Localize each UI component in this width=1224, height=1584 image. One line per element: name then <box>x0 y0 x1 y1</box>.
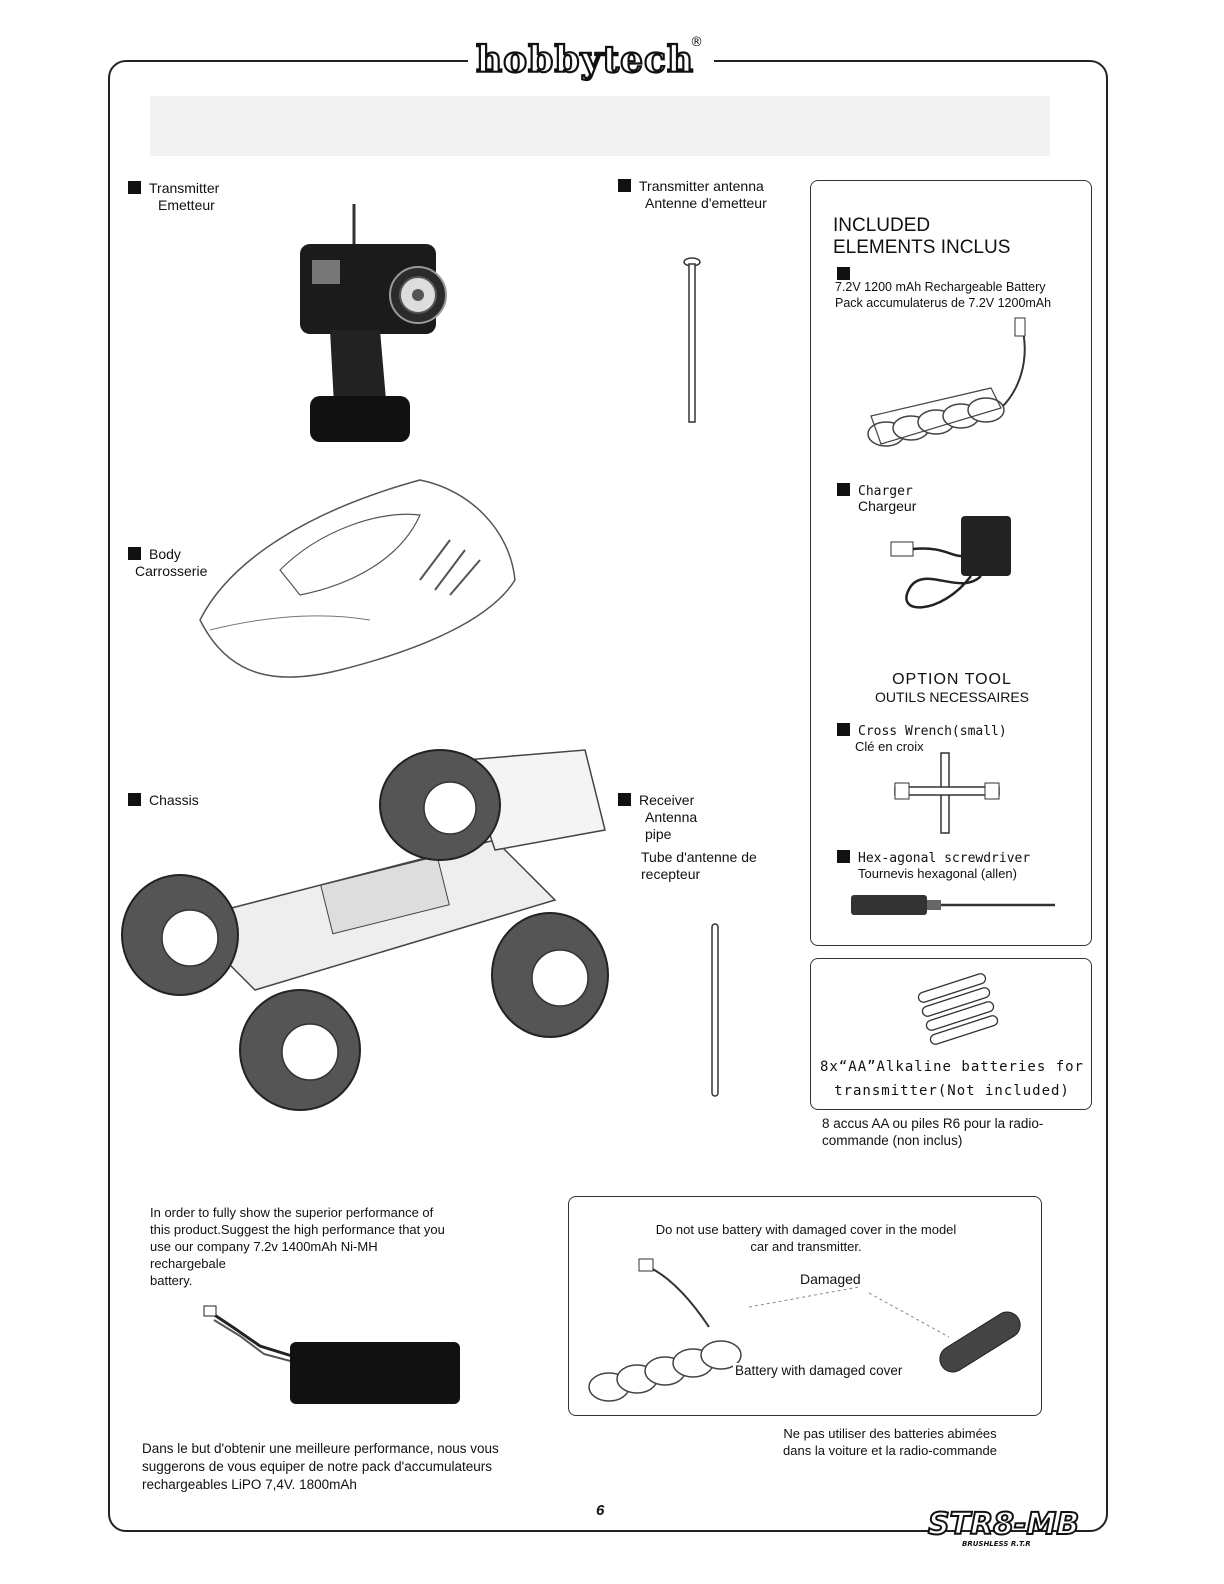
svg-text:BRUSHLESS R.T.R: BRUSHLESS R.T.R <box>962 1540 1031 1548</box>
recommend-en1: In order to fully show the superior performance of <box>150 1205 434 1220</box>
damaged-label: Damaged <box>800 1271 861 1287</box>
recommend-fr2: suggerons de vous equiper de notre pack d'accumulateurs <box>142 1459 493 1474</box>
lipo-battery-illustration <box>200 1306 470 1410</box>
aa-batteries-fr <box>822 1115 1043 1149</box>
option-tool-title <box>811 671 1093 705</box>
receiver-antenna-label <box>618 792 757 883</box>
aa-batteries-illustration <box>907 975 1003 1039</box>
aa-batteries-box <box>810 958 1092 1110</box>
aa-line2: transmitter(Not included) <box>834 1083 1070 1099</box>
recommend-en4: rechargebale <box>150 1256 226 1271</box>
recommend-en2: this product.Suggest the high performance that you <box>150 1222 445 1237</box>
chassis-illustration <box>115 720 615 1120</box>
option-title: OPTION TOOL <box>892 671 1012 688</box>
damaged-battery-illustration <box>569 1197 1043 1417</box>
warning-line2: car and transmitter. <box>750 1239 862 1254</box>
chassis-en: Chassis <box>149 792 199 808</box>
included-title <box>833 215 1010 259</box>
transmitter-antenna-en: Transmitter antenna <box>639 178 764 194</box>
included-title-en: INCLUDED <box>833 215 931 236</box>
battery-pack-illustration <box>851 316 1051 456</box>
car-body-illustration <box>190 470 520 700</box>
bullet-square-icon <box>837 483 850 496</box>
bullet-square-icon <box>128 547 141 560</box>
transmitter-antenna-label <box>618 178 767 212</box>
str8-mb-logo <box>928 1504 1118 1548</box>
battery-text <box>835 279 1051 311</box>
battery-en: 7.2V 1200 mAh Rechargeable Battery <box>835 280 1046 294</box>
cross-wrench-icon <box>895 753 999 837</box>
body-en: Body <box>149 546 181 562</box>
screwdriver-text <box>837 850 1030 881</box>
warning-fr2: dans la voiture et la radio-commande <box>783 1443 997 1458</box>
hex-screwdriver-icon <box>851 893 1061 917</box>
charger-en: Charger <box>858 484 913 499</box>
recommend-en3: use our company 7.2v 1400mAh Ni-MH <box>150 1239 378 1254</box>
page-number: 6 <box>596 1502 605 1519</box>
bullet-square-icon <box>837 850 850 863</box>
bullet-square-icon <box>128 181 141 194</box>
transmitter-fr: Emetteur <box>158 197 215 213</box>
svg-text:STR8-MB: STR8-MB <box>928 1507 1080 1542</box>
wrench-text <box>837 723 1007 754</box>
antenna-pipe-illustration <box>708 922 722 1098</box>
damaged-battery-warning-box <box>568 1196 1042 1416</box>
damaged-cover-label: Battery with damaged cover <box>735 1363 903 1378</box>
antenna-rod-illustration <box>682 256 702 426</box>
hobbytech-logo <box>468 32 714 88</box>
receiver-en3: pipe <box>645 826 672 842</box>
wrench-fr: Clé en croix <box>855 739 924 754</box>
recommend-en <box>150 1204 445 1289</box>
bullet-square-icon <box>618 179 631 192</box>
option-sub: OUTILS NECESSAIRES <box>874 689 1030 705</box>
receiver-fr1: Tube d'antenne de <box>641 849 757 865</box>
recommend-fr <box>142 1440 499 1494</box>
transmitter-antenna-fr: Antenne d'emetteur <box>645 195 767 211</box>
charger-illustration <box>881 506 1021 616</box>
screwdriver-fr: Tournevis hexagonal (allen) <box>858 866 1017 881</box>
bullet-square-icon <box>618 793 631 806</box>
aa-fr1: 8 accus AA ou piles R6 pour la radio- <box>822 1116 1044 1131</box>
transmitter-illustration <box>290 200 450 450</box>
svg-text:hobbytech: hobbytech <box>476 39 695 81</box>
recommend-fr1: Dans le but d'obtenir une meilleure performance, nous vous <box>142 1441 499 1456</box>
warning-fr <box>740 1425 1040 1459</box>
included-title-fr: ELEMENTS INCLUS <box>833 237 1011 258</box>
recommend-en5: battery. <box>150 1273 193 1288</box>
aa-batteries-text <box>811 1055 1093 1103</box>
aa-fr2: commande (non inclus) <box>822 1133 963 1148</box>
wrench-en: Cross Wrench(small) <box>858 724 1007 739</box>
charger-fr: Chargeur <box>858 498 917 514</box>
transmitter-en: Transmitter <box>149 180 220 196</box>
screwdriver-en: Hex-agonal screwdriver <box>858 851 1031 866</box>
battery-fr: Pack accumulaterus de 7.2V 1200mAh <box>835 296 1052 310</box>
svg-text:®: ® <box>690 35 703 50</box>
included-elements-box <box>810 180 1092 946</box>
receiver-en1: Receiver <box>639 792 695 808</box>
warning-fr1: Ne pas utiliser des batteries abimées <box>783 1426 997 1441</box>
receiver-en2: Antenna <box>645 809 698 825</box>
transmitter-label <box>128 180 219 214</box>
aa-line1: 8x“AA”Alkaline batteries for <box>819 1059 1084 1075</box>
faded-header-band <box>150 96 1050 156</box>
body-fr: Carrosserie <box>135 563 208 579</box>
warning-line1: Do not use battery with damaged cover in the model <box>655 1222 957 1237</box>
receiver-fr2: recepteur <box>641 866 701 882</box>
recommend-fr3: rechargeables LiPO 7,4V. 1800mAh <box>142 1477 357 1492</box>
bullet-square-icon <box>837 723 850 736</box>
